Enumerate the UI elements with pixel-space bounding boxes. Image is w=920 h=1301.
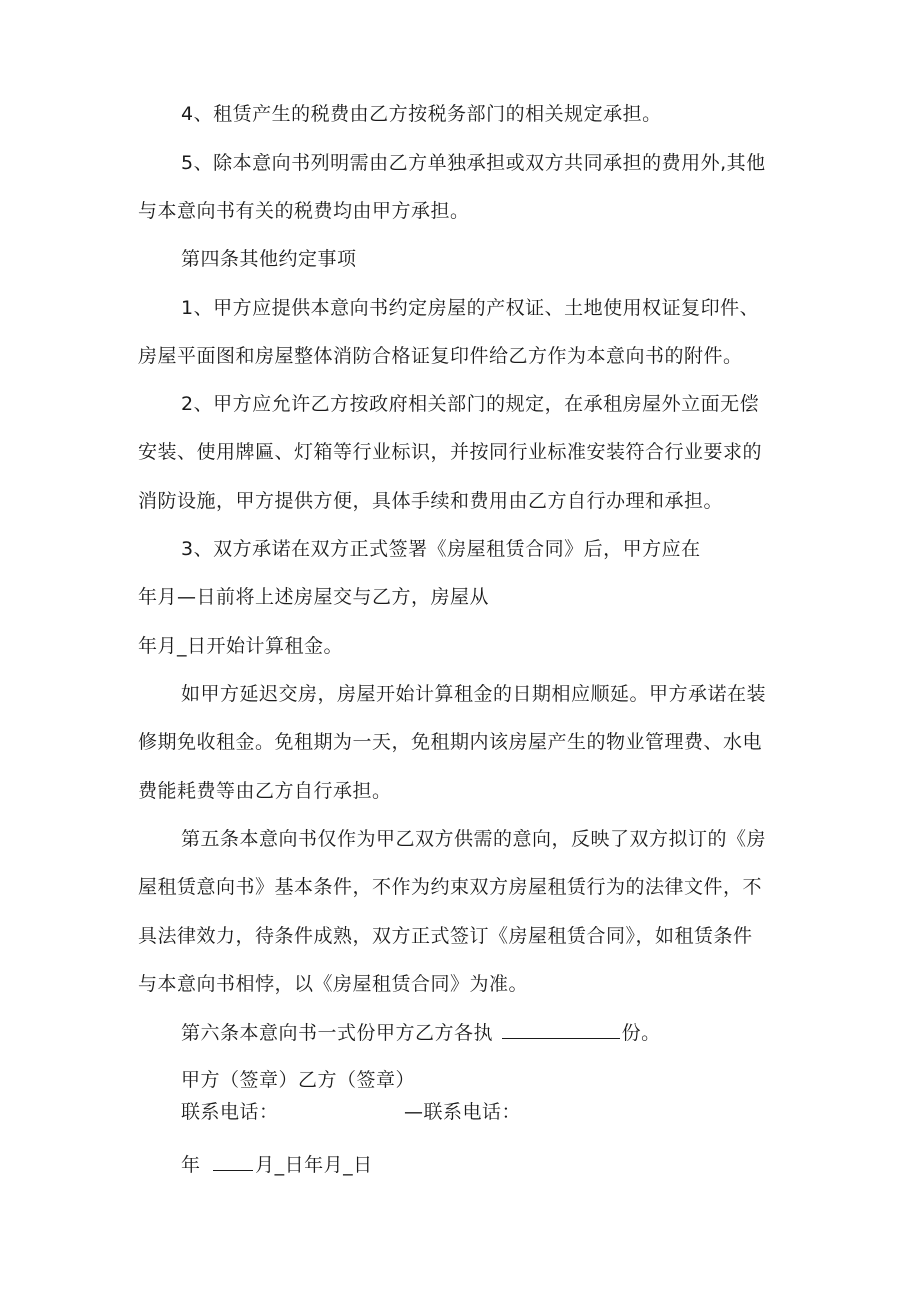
clause-4-item-2-line-3: 消防设施，甲方提供方便，具体手续和费用由乙方自行办理和承担。 bbox=[138, 490, 724, 512]
clause-3-item-4: 4、租赁产生的税费由乙方按税务部门的相关规定承担。 bbox=[181, 103, 662, 125]
signature-date bbox=[181, 1152, 373, 1177]
clause-6-suffix: 份。 bbox=[621, 1022, 661, 1044]
clause-5-line-3: 具法律效力，待条件成熟，双方正式签订《房屋租赁合同》，如租赁条件 bbox=[138, 925, 753, 947]
delay-paragraph-line-3: 费能耗费等由乙方自行承担。 bbox=[138, 780, 392, 802]
clause-4-item-2-line-2: 安装、使用牌匾、灯箱等行业标识，并按同行业标准安装符合行业要求的 bbox=[138, 441, 763, 463]
clause-5-line-4: 与本意向书相悖，以《房屋租赁合同》为准。 bbox=[138, 973, 529, 995]
clause-4-heading: 第四条其他约定事项 bbox=[181, 248, 357, 270]
clause-3-item-5-line-2: 与本意向书有关的税费均由甲方承担。 bbox=[138, 200, 470, 222]
delay-paragraph-line-1: 如甲方延迟交房，房屋开始计算租金的日期相应顺延。甲方承诺在装 bbox=[181, 683, 767, 705]
clause-4-item-1-line-2: 房屋平面图和房屋整体消防合格证复印件给乙方作为本意向书的附件。 bbox=[138, 345, 743, 367]
party-a-phone-label: 联系电话： bbox=[181, 1101, 279, 1123]
clause-6-copies bbox=[181, 1020, 661, 1045]
clause-5-line-1: 第五条本意向书仅作为甲乙双方供需的意向，反映了双方拟订的《房 bbox=[181, 828, 767, 850]
clause-4-item-2-line-1: 2、甲方应允许乙方按政府相关部门的规定，在承租房屋外立面无偿 bbox=[181, 393, 760, 415]
date-suffix: 月_日年月_日 bbox=[255, 1154, 373, 1176]
party-b-phone-label: —联系电话： bbox=[404, 1101, 522, 1123]
delay-paragraph-line-2: 修期免收租金。免租期为一天，免租期内该房屋产生的物业管理费、水电 bbox=[138, 731, 763, 753]
date-year-blank bbox=[213, 1152, 253, 1171]
date-prefix: 年 bbox=[181, 1154, 201, 1176]
clause-4-item-3-line-1: 3、双方承诺在双方正式签署《房屋租赁合同》后，甲方应在 bbox=[181, 538, 701, 560]
clause-4-item-3-line-2: 年月—日前将上述房屋交与乙方，房屋从 bbox=[138, 586, 490, 608]
clause-6-prefix: 第六条本意向书一式份甲方乙方各执 bbox=[181, 1022, 494, 1044]
signature-parties: 甲方（签章）乙方（签章） bbox=[181, 1069, 416, 1091]
clause-4-item-1-line-1: 1、甲方应提供本意向书约定房屋的产权证、土地使用权证复印件、 bbox=[181, 297, 760, 319]
copies-blank bbox=[502, 1020, 620, 1039]
clause-5-line-2: 屋租赁意向书》基本条件，不作为约束双方房屋租赁行为的法律文件，不 bbox=[138, 876, 763, 898]
clause-3-item-5-line-1: 5、除本意向书列明需由乙方单独承担或双方共同承担的费用外,其他 bbox=[181, 152, 766, 174]
clause-4-item-3-line-3: 年月_日开始计算租金。 bbox=[138, 635, 344, 657]
